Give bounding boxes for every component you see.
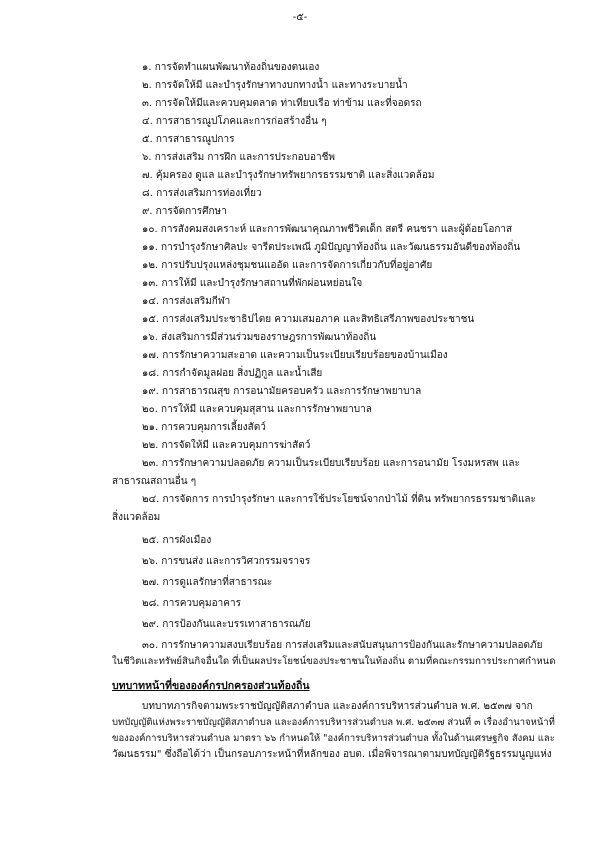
list-item: ๔. การสาธารณูปโภคและการก่อสร้างอื่น ๆ — [142, 116, 327, 127]
list-item: ๒๙. การป้องกันและบรรเทาสาธารณภัย — [142, 619, 311, 630]
list-item: ๒๐. การให้มี และควบคุมสุสาน และการรักษาพยาบาล — [142, 404, 372, 415]
list-item: ๑๘. การกำจัดมูลฝอย สิ่งปฏิกูล และน้ำเสีย — [142, 368, 323, 379]
list-item: ๖. การส่งเสริม การฝึก และการประกอบอาชีพ — [142, 152, 336, 163]
list-item: ๑๖. ส่งเสริมการมีส่วนร่วมของราษฎรการพัฒนาท้องถิ่น — [142, 332, 377, 343]
list-item: ๒๗. การดูแลรักษาที่สาธารณะ — [142, 577, 273, 588]
list-item: ๙. การจัดการศึกษา — [142, 206, 227, 217]
list-item: ๑๙. การสาธารณสุข การอนามัยครอบครัว และการรักษาพยาบาล — [142, 386, 422, 397]
paragraph-line: บทบัญญัติแห่งพระราชบัญญัติสภาตำบล และองค์การบริหารส่วนตำบล พ.ศ. ๒๕๓๗ ส่วนที่ ๓ เรื่องอำนาจหน้าที่ — [112, 717, 555, 728]
list-item: ๑๔. การส่งเสริมกีฬา — [142, 296, 231, 307]
list-item: ๓. การจัดให้มีและควบคุมตลาด ท่าเทียบเรือ ท่าข้าม และที่จอดรถ — [142, 98, 422, 109]
paragraph-line: วัฒนธรรม" ซึ่งถือได้ว่า เป็นกรอบภาระหน้าที่หลักของ อบต. เมื่อพิจารณาตามบทบัญญัติรัฐธรรมนูญแห่ง — [112, 749, 552, 760]
list-item: ๑๗. การรักษาความสะอาด และความเป็นระเบียบเรียบร้อยของบ้านเมือง — [142, 350, 448, 361]
list-item: ๑๑. การบำรุงรักษาศิลปะ จารีตประเพณี ภูมิปัญญาท้องถิ่น และวัฒนธรรมอันดีของท้องถิ่น — [142, 242, 521, 253]
list-item: ๘. การส่งเสริมการท่องเที่ยว — [142, 188, 262, 199]
list-item: ๕. การสาธารณูปการ — [142, 134, 235, 145]
paragraph-line: บทบาทภารกิจตามพระราชบัญญัติสภาตำบล และองค์การบริหารส่วนตำบล พ.ศ. ๒๕๓๗ จาก — [142, 701, 533, 712]
list-item: ๑๓. การให้มี และบำรุงรักษาสถานที่พักผ่อนหย่อนใจ — [142, 278, 363, 289]
list-item-line2: ในชีวิตและทรัพย์สินกิจอื่นใด ที่เป็นผลประโยชน์ของประชาชนในท้องถิ่น ตามที่คณะกรรมการประกาศกำหนด — [112, 656, 556, 667]
list-item: ๒๖. การขนส่ง และการวิศวกรรมจราจร — [142, 556, 311, 567]
list-item-line1: ๓๐. การรักษาความสงบเรียบร้อย การส่งเสริมและสนับสนุนการป้องกันและรักษาความปลอดภัย — [142, 640, 543, 651]
list-item-line1: ๒๔. การจัดการ การบำรุงรักษา และการใช้ประโยชน์จากป่าไม้ ที่ดิน ทรัพยากรธรรมชาติและ — [142, 494, 536, 505]
list-item: ๑๕. การส่งเสริมประชาธิปไตย ความเสมอภาค และสิทธิเสรีภาพของประชาชน — [142, 314, 475, 325]
paragraph-line: ขององค์การบริหารส่วนตำบล มาตรา ๖๖ กำหนดให้ "องค์การบริหารส่วนตำบล ทั้งในด้านเศรษฐกิจ สังคม และ — [112, 733, 555, 744]
list-item: ๑. การจัดทำแผนพัฒนาท้องถิ่นของตนเอง — [142, 62, 320, 73]
list-item: ๒๒. การจัดให้มี และควบคุมการฆ่าสัตว์ — [142, 440, 311, 451]
list-item: ๒๕. การผังเมือง — [142, 535, 212, 546]
list-item: ๗. คุ้มครอง ดูแล และบำรุงรักษาทรัพยากรธรรมชาติ และสิ่งแวดล้อม — [142, 170, 435, 181]
list-item: ๑๐. การสังคมสงเคราะห์ และการพัฒนาคุณภาพชีวิตเด็ก สตรี คนชรา และผู้ด้อยโอกาส — [142, 224, 513, 235]
list-item: ๑๒. การปรับปรุงแหล่งชุมชนแออัด และการจัดการเกี่ยวกับที่อยู่อาศัย — [142, 260, 433, 271]
list-item-line2: สาธารณสถานอื่น ๆ — [112, 476, 197, 487]
section-heading: บทบาทหน้าที่ขององค์กรปกครองส่วนท้องถิ่น — [112, 680, 310, 692]
list-item-line1: ๒๓. การรักษาความปลอดภัย ความเป็นระเบียบเรียบร้อย และการอนามัย โรงมหรสพ และ — [142, 458, 520, 469]
page-number: -๕- — [292, 12, 308, 23]
list-item-line2: สิ่งแวดล้อม — [112, 512, 161, 523]
list-item: ๒๑. การควบคุมการเลี้ยงสัตว์ — [142, 422, 266, 433]
list-item: ๒. การจัดให้มี และบำรุงรักษาทางบกทางน้ำ และทางระบายน้ำ — [142, 80, 408, 91]
list-item: ๒๘. การควบคุมอาคาร — [142, 598, 241, 609]
